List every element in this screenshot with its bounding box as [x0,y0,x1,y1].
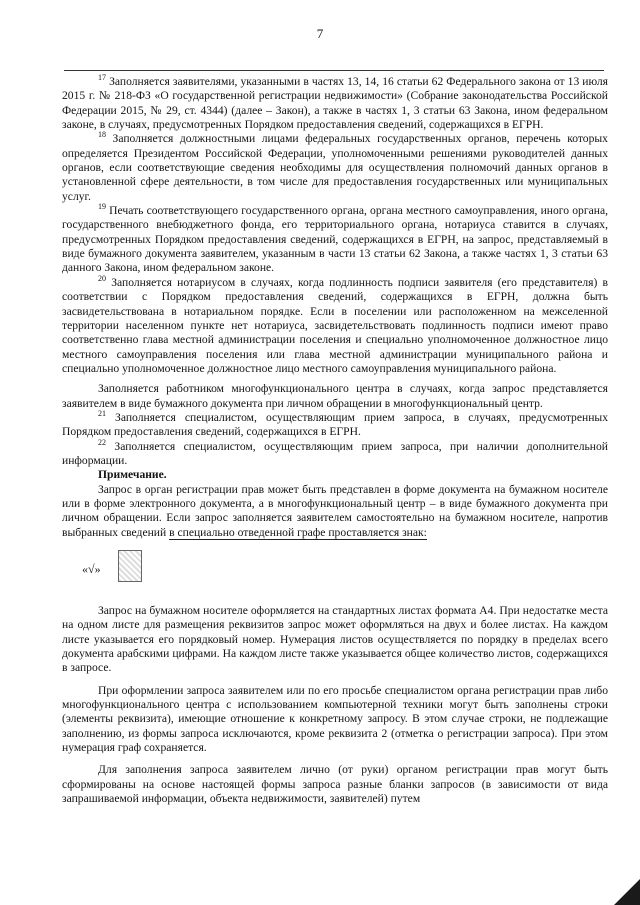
footnote-number: 20 [98,273,106,283]
paragraph-a4: Запрос на бумажном носителе оформляется на стандартных листах формата А4. При недостатке места на одном листе для размещения реквизитов запрос может оформляться на двух и более листах. На каждом листе указывается его порядковый номер. Нумерация листов осуществляется по порядку в пределах всего документа арабскими цифрами. На каждом листе также указывается общее количество листов, содержащихся в запросе. [62,604,608,675]
footnote-text: Заполняется нотариусом в случаях, когда подлинность подписи заявителя (его представителя) в соответствии с Порядком предоставления сведений, содержащихся в ЕГРН, должна быть засвидетельствована в нотариальном порядке. Если в поселении или расположенном на межселенной территории населенном пункте нет нотариуса, засвидетельствовать подлинность подписи имеют право соответственно глава местной администрации поселения и специально уполномоченное должностное лицо местного самоуправления поселения или глава местной администрации муниципального района и специально уполномоченное должностное лицо местного самоуправления муниципального района. [62,275,608,375]
footnote-number: 22 [98,437,106,447]
footnote-19 [62,204,608,276]
footnote-18 [62,132,608,204]
footnote-21 [62,411,608,440]
page-body [62,75,608,806]
page-number: 7 [316,26,324,41]
footnote-number: 17 [98,73,106,83]
checkbox-sample-icon [118,550,142,582]
paragraph-manual: Для заполнения запроса заявителем лично (от руки) органом регистрации прав могут быть сформированы на основе настоящей формы запроса разные бланки запросов (в зависимости от вида запрашиваемой информации, объекта недвижимости, заявителей) путем [62,763,608,806]
note-paragraph-underlined: в специально отведенной графе проставляется знак: [169,525,427,539]
paragraph-computer: При оформлении запроса заявителем или по его просьбе специалистом органа регистрации прав либо многофункционального центра с использованием компьютерной техники могут быть заполнены строки (элементы реквизита), имеющие отношение к конкретному запросу. В этом случае строки, не подлежащие заполнению, из формы запроса исключаются, кроме реквизита 2 (отметка о регистрации запроса). При этом нумерация граф сохраняется. [62,683,608,755]
footnote-text: Заполняется заявителями, указанными в частях 13, 14, 16 статьи 62 Федерального закона от 13 июля 2015 г. № 218-ФЗ «О государственной регистрации недвижимости» (Собрание законодательства Российской Федерации 2015, № 29, ст. 4344) (далее – Закон), а также в частях 1, 3 статьи 63 Закона, ином федеральном законе, в случаях, предусмотренных Порядком предоставления сведений, содержащихся в ЕГРН. [62,75,608,132]
footnote-17 [62,75,608,132]
footnote-20 [62,273,608,376]
page-corner-shadow [614,879,640,905]
mfc-paragraph: Заполняется работником многофункционального центра в случаях, когда запрос представляется заявителем в виде бумажного документа при личном обращении в многофункциональный центр. [62,382,608,410]
footnote-text: Печать соответствующего государственного органа, органа местного самоуправления, иного органа, государственного внебюджетного фонда, его территориального органа, нотариуса ставится в случаях, предусмотренных Порядком предоставления сведений, содержащихся в ЕГРН, на запрос, представляемый в виде бумажного документа заявителем, указанным в части 13 статьи 62 Закона, а также частях 1, 3 статьи 63 данного Закона, ином федеральном законе. [62,204,608,275]
note-heading: Примечание. [98,468,167,482]
note-paragraph-text: Запрос в орган регистрации прав может быть представлен в форме документа на бумажном носителе или в форме электронного документа, а в многофункциональный центр – в виде бумажного документа при личном обращении. Если запрос заполняется заявителем самостоятельно на бумажном носителе, напротив выбранных сведений [62,482,608,539]
note-paragraph [62,483,608,540]
footnote-22 [62,437,608,469]
footnote-text: Заполняется должностными лицами федеральных государственных органов, перечень которых определяется Президентом Российской Федерации, уполномоченными решениями руководителей данных органов, если соответствующие сведения необходимы для осуществления полномочий данных органов в установленной сфере деятельности, в том числе для предоставления государственных или муниципальных услуг. [62,132,608,203]
footnote-number: 21 [98,409,106,419]
footnote-number: 19 [98,202,106,212]
check-mark-text: «√» [82,562,101,576]
footnote-number: 18 [98,130,106,140]
check-mark-sample [62,546,608,590]
footnote-separator [64,70,604,71]
footnote-text: Заполняется специалистом, осуществляющим прием запроса, в случаях, предусмотренных Порядком предоставления сведений, содержащихся в ЕГРН. [62,410,608,439]
footnote-text: Заполняется специалистом, осуществляющим прием запроса, при наличии дополнительной информации. [62,439,608,467]
